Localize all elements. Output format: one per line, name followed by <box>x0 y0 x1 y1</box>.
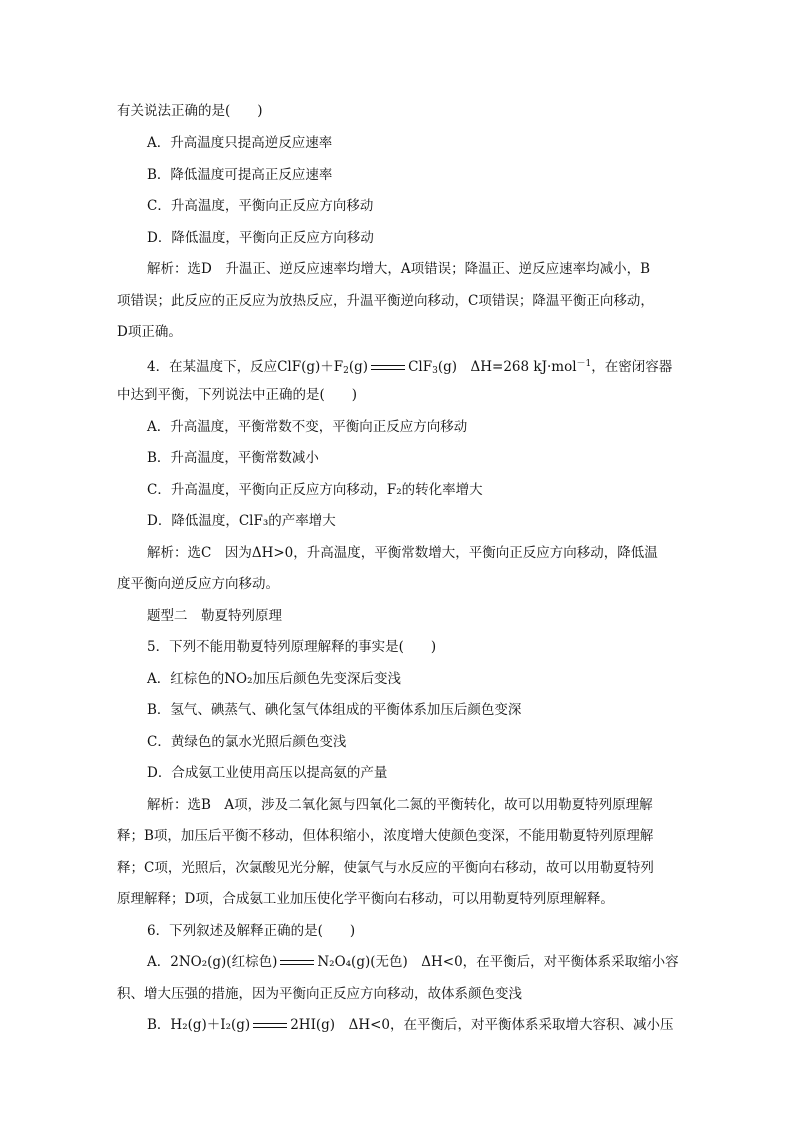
q4-option-a: A．升高温度，平衡常数不变，平衡向正反应方向移动 <box>147 419 468 435</box>
subscript: 2 <box>343 366 349 376</box>
q4-option-c: C．升高温度，平衡向正反应方向移动，F₂的转化率增大 <box>147 482 483 498</box>
q6-option-b-part-2: 2HI(g) ΔH<0，在平衡后，对平衡体系采取增大容积、减小压 <box>290 1017 674 1033</box>
q5-analysis-line-3: 释；C项，光照后，次氯酸见光分解，使氯气与水反应的平衡向右移动，故可以用勒夏特列 <box>117 860 654 876</box>
q6-option-a-line-1 <box>147 953 679 971</box>
equilibrium-arrow-icon <box>371 363 405 373</box>
q3-option-c: C．升高温度，平衡向正反应方向移动 <box>147 198 374 214</box>
q5-analysis-line-4: 原理解释；D项，合成氨工业加压使化学平衡向右移动，可以用勒夏特列原理解释。 <box>117 891 614 907</box>
equilibrium-arrow-icon <box>253 1021 287 1031</box>
q5-option-d: D．合成氨工业使用高压以提高氨的产量 <box>147 765 388 781</box>
q6-option-a-part-2: N₂O₄(g)(无色) ΔH<0，在平衡后，对平衡体系采取缩小容 <box>317 954 679 970</box>
q4-analysis-line-2: 度平衡向逆反应方向移动。 <box>117 576 279 592</box>
q4-stem-part-a: 在某温度下，反应ClF(g)＋F <box>169 359 344 375</box>
subscript: 3 <box>432 366 438 376</box>
q4-stem-part-d: (g) ΔH=268 kJ·mol <box>437 359 577 375</box>
q4-option-d: D．降低温度，ClF₃的产率增大 <box>147 513 336 529</box>
q3-stem: 有关说法正确的是( ) <box>117 103 263 119</box>
q6-option-b-part-1: B．H₂(g)＋I₂(g) <box>147 1017 251 1033</box>
q4-stem-part-e: ，在密闭容器 <box>591 359 673 375</box>
q5-analysis-line-2: 释；B项，加压后平衡不移动，但体积缩小，浓度增大使颜色变深，不能用勒夏特列原理解 <box>117 828 654 844</box>
q3-option-d: D．降低温度，平衡向正反应方向移动 <box>147 230 374 246</box>
q4-option-b: B．升高温度，平衡常数减小 <box>147 450 319 466</box>
q4-stem-line-2: 中达到平衡，下列说法中正确的是( ) <box>117 387 358 403</box>
q3-option-a: A．升高温度只提高逆反应速率 <box>147 135 333 151</box>
q3-analysis-line-2: 项错误；此反应的正反应为放热反应，升温平衡逆向移动，C项错误；降温平衡正向移动， <box>117 293 654 309</box>
q6-option-b-line-1 <box>147 1016 674 1034</box>
q5-option-b: B．氢气、碘蒸气、碘化氢气体组成的平衡体系加压后颜色变深 <box>147 702 522 718</box>
q6-option-a-line-2: 积、增大压强的措施，因为平衡向正反应方向移动，故体系颜色变浅 <box>117 986 522 1002</box>
q4-analysis-line-1: 解析：选C 因为ΔH>0，升高温度，平衡常数增大，平衡向正反应方向移动，降低温 <box>147 545 658 561</box>
q5-option-c: C．黄绿色的氯水光照后颜色变浅 <box>147 734 347 750</box>
equilibrium-arrow-icon <box>280 958 314 968</box>
q4-number: 4． <box>147 359 170 375</box>
q4-stem-part-b: (g) <box>348 359 369 375</box>
q6-stem: 6．下列叙述及解释正确的是( ) <box>147 923 356 939</box>
q6-option-a-part-1: A．2NO₂(g)(红棕色) <box>147 954 278 970</box>
q3-analysis-line-1: 解析：选D 升温正、逆反应速率均增大，A项错误；降温正、逆反应速率均减小，B <box>147 261 650 277</box>
q5-option-a: A．红棕色的NO₂加压后颜色先变深后变浅 <box>147 671 402 687</box>
q4-stem-part-c: ClF <box>408 359 433 375</box>
q5-stem: 5．下列不能用勒夏特列原理解释的事实是( ) <box>147 639 437 655</box>
q3-analysis-line-3: D项正确。 <box>117 324 182 340</box>
section-heading: 题型二 勒夏特列原理 <box>147 608 282 624</box>
q3-option-b: B．降低温度可提高正反应速率 <box>147 167 333 183</box>
superscript: －1 <box>576 359 592 369</box>
q4-stem-line-1 <box>147 355 672 380</box>
q5-analysis-line-1: 解析：选B A项，涉及二氧化氮与四氧化二氮的平衡转化，故可以用勒夏特列原理解 <box>147 797 653 813</box>
